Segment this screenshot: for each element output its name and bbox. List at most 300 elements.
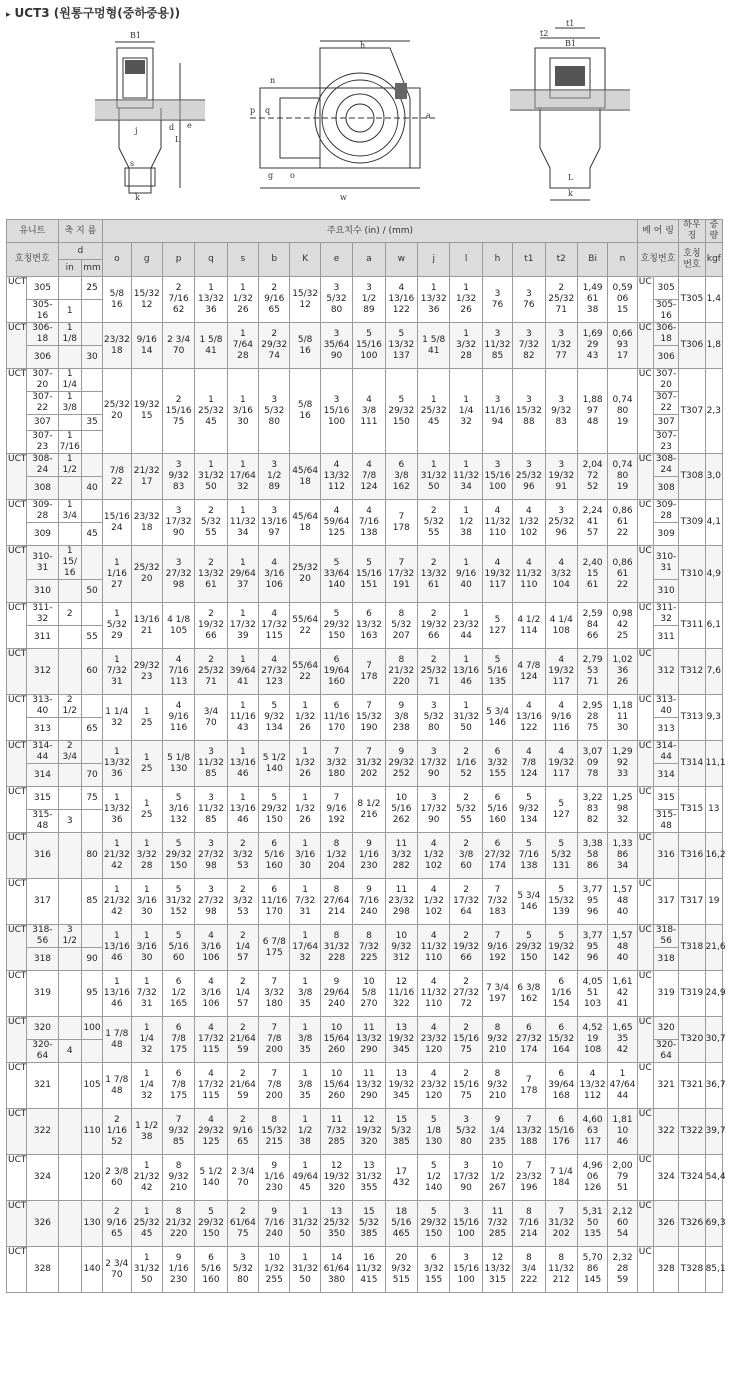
dim-g: 1 25 <box>131 741 162 787</box>
dim-l: 2 15/16 75 <box>450 1063 482 1109</box>
shaft-mm: 55 <box>81 626 102 649</box>
label-t2: t2 <box>540 29 549 38</box>
dim-e: 9 29/64 240 <box>320 971 352 1017</box>
shaft-mm <box>81 454 102 477</box>
dim-t1: 7 178 <box>513 1063 545 1109</box>
housing-code: T322 <box>679 1109 705 1155</box>
dim-s: 1 13/16 46 <box>227 741 258 787</box>
dim-t2: 8 11/32 212 <box>545 1247 577 1293</box>
dim-p: 4 7/16 113 <box>162 649 194 695</box>
shaft-in: 1 3/4 <box>58 500 81 523</box>
dim-k: 5/8 16 <box>290 369 320 454</box>
dim-bi: 4 13/32 112 <box>577 1063 607 1109</box>
shaft-mm: 45 <box>81 523 102 546</box>
dim-e: 3 5/32 80 <box>320 277 352 323</box>
dim-t2: 4 3/32 104 <box>545 546 577 603</box>
shaft-mm <box>81 603 102 626</box>
weight-kgf: 21,6 <box>705 925 722 971</box>
housing-code: T326 <box>679 1201 705 1247</box>
shaft-mm <box>81 810 102 833</box>
unit-prefix: UCT <box>7 1155 27 1201</box>
bearing-prefix: UC <box>637 649 653 695</box>
housing-code: T312 <box>679 649 705 695</box>
dim-bi: 1,69 29 43 <box>577 323 607 369</box>
dim-h: 10 1/2 267 <box>482 1155 512 1201</box>
dim-w: 6 3/8 162 <box>385 454 417 500</box>
dim-l: 2 19/32 66 <box>450 925 482 971</box>
bearing-code: 308-24 <box>653 454 678 477</box>
dim-b: 10 1/32 255 <box>259 1247 290 1293</box>
shaft-in <box>58 477 81 500</box>
bearing-code: 316 <box>653 833 678 879</box>
dim-o: 23/32 18 <box>103 323 131 369</box>
unit-prefix: UCT <box>7 323 27 369</box>
dim-p: 3 9/32 83 <box>162 454 194 500</box>
shaft-in: 3 1/2 <box>58 925 81 948</box>
shaft-in: 4 <box>58 1040 81 1063</box>
dim-k: 55/64 22 <box>290 603 320 649</box>
bearing-code: 315-48 <box>653 810 678 833</box>
dim-e: 12 19/32 320 <box>320 1155 352 1201</box>
dim-h: 11 7/32 285 <box>482 1201 512 1247</box>
dim-b: 6 5/16 160 <box>259 833 290 879</box>
dim-a: 15 5/32 385 <box>353 1201 385 1247</box>
dim-o: 1 1/4 32 <box>103 695 131 741</box>
housing-code: T305 <box>679 277 705 323</box>
dim-p: 5 29/32 150 <box>162 833 194 879</box>
dim-p: 8 9/32 210 <box>162 1155 194 1201</box>
table-row <box>7 277 723 300</box>
dim-k: 1 1/32 26 <box>290 741 320 787</box>
dim-s: 1 39/64 41 <box>227 649 258 695</box>
unit-code: 311 <box>27 626 58 649</box>
dim-n: 0,66 93 17 <box>608 323 637 369</box>
unit-code: 307-22 <box>27 392 58 415</box>
dim-n: 1,33 86 34 <box>608 833 637 879</box>
bearing-code: 317 <box>653 879 678 925</box>
bearing-prefix: UC <box>637 925 653 971</box>
dim-a: 4 3/8 111 <box>353 369 385 454</box>
dim-g: 21/32 17 <box>131 454 162 500</box>
dim-k: 15/32 12 <box>290 277 320 323</box>
unit-prefix: UCT <box>7 925 27 971</box>
unit-prefix: UCT <box>7 741 27 787</box>
dim-h: 4 19/32 117 <box>482 546 512 603</box>
unit-prefix: UCT <box>7 1247 27 1293</box>
dim-o: 1 13/32 36 <box>103 741 131 787</box>
dim-s: 1 3/16 30 <box>227 369 258 454</box>
housing-code: T320 <box>679 1017 705 1063</box>
dim-n: 1,57 48 40 <box>608 925 637 971</box>
dim-q: 3 27/32 98 <box>195 833 227 879</box>
dim-a: 7 15/32 190 <box>353 695 385 741</box>
dim-a: 5 15/16 100 <box>353 323 385 369</box>
dim-n: 1 47/64 44 <box>608 1063 637 1109</box>
bearing-code: 307-23 <box>653 431 678 454</box>
dim-l: 1 31/32 50 <box>450 695 482 741</box>
unit-code: 311-32 <box>27 603 58 626</box>
bearing-prefix: UC <box>637 879 653 925</box>
shaft-in <box>58 346 81 369</box>
bearing-code: 320 <box>653 1017 678 1040</box>
dim-b: 3 5/32 80 <box>259 369 290 454</box>
header-col-w: w <box>385 243 417 277</box>
housing-code: T319 <box>679 971 705 1017</box>
dim-w: 18 5/16 465 <box>385 1201 417 1247</box>
bearing-code: 309 <box>653 523 678 546</box>
dim-w: 5 13/32 137 <box>385 323 417 369</box>
dim-a: 13 31/32 355 <box>353 1155 385 1201</box>
dim-q: 2 13/32 61 <box>195 546 227 603</box>
shaft-in: 1 7/16 <box>59 431 80 452</box>
dim-o: 5/8 16 <box>103 277 131 323</box>
dim-t1: 5 9/32 134 <box>513 787 545 833</box>
dim-p: 5 1/8 130 <box>162 741 194 787</box>
table-row <box>7 787 723 810</box>
dim-q: 4 29/32 125 <box>195 1109 227 1155</box>
weight-kgf: 24,9 <box>705 971 722 1017</box>
unit-code: 307-23 <box>27 431 58 454</box>
weight-kgf: 85,1 <box>705 1247 722 1293</box>
dim-p: 3 17/32 90 <box>162 500 194 546</box>
dim-t1: 4 7/8 124 <box>513 649 545 695</box>
table-row <box>7 741 723 764</box>
dim-k: 1 7/32 31 <box>290 879 320 925</box>
header-in: in <box>58 260 81 277</box>
dim-h: 12 13/32 315 <box>482 1247 512 1293</box>
dim-g: 1 3/16 30 <box>131 879 162 925</box>
dim-o: 25/32 20 <box>103 369 131 454</box>
dim-e: 5 29/32 150 <box>320 603 352 649</box>
dim-a: 3 1/2 89 <box>353 277 385 323</box>
shaft-mm <box>81 369 102 392</box>
dim-t1: 5 29/32 150 <box>513 925 545 971</box>
dim-a: 9 1/16 230 <box>353 833 385 879</box>
weight-kgf: 1,8 <box>705 323 722 369</box>
dim-bi: 1,88 97 48 <box>577 369 607 454</box>
bearing-code: 312 <box>653 649 678 695</box>
dim-n: 2,32 28 59 <box>608 1247 637 1293</box>
dim-bi: 1,49 61 38 <box>577 277 607 323</box>
dim-j: 5 1/2 140 <box>418 1155 450 1201</box>
header-housing: 하우징 <box>679 220 705 243</box>
unit-prefix: UCT <box>7 649 27 695</box>
dim-e: 7 3/32 180 <box>320 741 352 787</box>
dim-t2: 3 1/32 77 <box>545 323 577 369</box>
dim-p: 2 15/16 75 <box>162 369 194 454</box>
dim-g: 1 1/2 38 <box>131 1109 162 1155</box>
shaft-in <box>58 764 81 787</box>
bearing-code: 311-32 <box>653 603 678 626</box>
label-l-section: L <box>568 173 574 182</box>
dim-bi: 3,22 83 82 <box>577 787 607 833</box>
shaft-mm <box>81 431 102 454</box>
dim-t2: 6 15/16 176 <box>545 1109 577 1155</box>
dim-s: 2 21/64 59 <box>227 1063 258 1109</box>
dim-b: 2 9/16 65 <box>259 277 290 323</box>
dim-e: 4 13/32 112 <box>320 454 352 500</box>
dim-e: 8 1/32 204 <box>320 833 352 879</box>
dim-q: 4 3/16 106 <box>195 971 227 1017</box>
table-row <box>7 603 723 626</box>
unit-code: 318 <box>27 948 58 971</box>
unit-code: 324 <box>27 1155 58 1201</box>
dim-j: 2 13/32 61 <box>418 546 450 603</box>
weight-kgf: 16,2 <box>705 833 722 879</box>
dim-q: 2 19/32 66 <box>195 603 227 649</box>
shaft-in <box>58 277 81 300</box>
dim-g: 1 1/4 32 <box>131 1063 162 1109</box>
weight-kgf: 19 <box>705 879 722 925</box>
dim-a: 4 7/16 138 <box>353 500 385 546</box>
dim-bi: 2,95 28 75 <box>577 695 607 741</box>
shaft-in: 2 3/4 <box>58 741 81 764</box>
shaft-in <box>58 580 81 603</box>
dim-k: 1 3/8 35 <box>290 1017 320 1063</box>
dim-h: 6 27/32 174 <box>482 833 512 879</box>
unit-code: 307 <box>27 415 58 431</box>
shaft-mm: 100 <box>81 1017 102 1040</box>
table-row <box>7 833 723 879</box>
dim-o: 1 13/16 46 <box>103 971 131 1017</box>
housing-code: T324 <box>679 1155 705 1201</box>
header-col-h: h <box>482 243 512 277</box>
dim-p: 5 3/16 132 <box>162 787 194 833</box>
dim-j: 2 5/32 55 <box>418 500 450 546</box>
dim-t2: 4 19/32 117 <box>545 741 577 787</box>
housing-code: T307 <box>679 369 705 454</box>
dim-w: 15 5/32 385 <box>385 1109 417 1155</box>
dim-a: 5 15/16 151 <box>353 546 385 603</box>
table-row <box>7 925 723 948</box>
dim-j: 1 5/8 41 <box>418 323 450 369</box>
dim-e: 14 61/64 380 <box>320 1247 352 1293</box>
dim-w: 7 17/32 191 <box>385 546 417 603</box>
weight-kgf: 9,3 <box>705 695 722 741</box>
dim-j: 5 1/8 130 <box>418 1109 450 1155</box>
table-row <box>7 971 723 1017</box>
dim-n: 2,12 60 54 <box>608 1201 637 1247</box>
bearing-code: 322 <box>653 1109 678 1155</box>
weight-kgf: 13 <box>705 787 722 833</box>
dim-k: 1 1/32 26 <box>290 695 320 741</box>
dim-b: 4 17/32 115 <box>259 603 290 649</box>
shaft-in <box>58 415 81 431</box>
unit-code: 315 <box>27 787 58 810</box>
dim-h: 5 5/16 135 <box>482 649 512 695</box>
label-n: n <box>270 76 276 85</box>
weight-kgf: 2,3 <box>705 369 722 454</box>
header-col-q: q <box>195 243 227 277</box>
table-row <box>7 454 723 477</box>
dim-b: 4 27/32 123 <box>259 649 290 695</box>
dim-w: 8 21/32 220 <box>385 649 417 695</box>
dim-l: 2 17/32 64 <box>450 879 482 925</box>
dim-w: 13 19/32 345 <box>385 1063 417 1109</box>
header-col-bi: Bi <box>577 243 607 277</box>
dim-w: 11 23/32 298 <box>385 879 417 925</box>
dim-o: 1 5/32 29 <box>103 603 131 649</box>
dim-h: 5 127 <box>482 603 512 649</box>
weight-kgf: 30,7 <box>705 1017 722 1063</box>
dim-o: 1 7/32 31 <box>103 649 131 695</box>
bearing-code: 313 <box>653 718 678 741</box>
bearing-code: 307 <box>653 415 678 431</box>
shaft-in <box>58 948 81 971</box>
label-s: s <box>130 159 135 168</box>
shaft-mm: 90 <box>81 948 102 971</box>
unit-code: 326 <box>27 1201 58 1247</box>
dim-s: 2 1/4 57 <box>227 925 258 971</box>
dim-q: 3 11/32 85 <box>195 741 227 787</box>
shaft-in: 1 1/2 <box>58 454 81 477</box>
shaft-in <box>58 1109 81 1155</box>
dim-k: 1 31/32 50 <box>290 1201 320 1247</box>
dim-t2: 4 9/16 116 <box>545 695 577 741</box>
label-b1-section: B1 <box>565 39 576 48</box>
dim-g: 1 25 <box>131 695 162 741</box>
shaft-in <box>58 718 81 741</box>
dim-k: 45/64 18 <box>290 500 320 546</box>
unit-code: 306 <box>27 346 58 369</box>
dim-a: 11 13/32 290 <box>353 1063 385 1109</box>
bearing-prefix: UC <box>637 695 653 741</box>
dim-q: 1 25/32 45 <box>195 369 227 454</box>
label-l: L <box>175 135 181 144</box>
shaft-mm: 140 <box>81 1247 102 1293</box>
shaft-in: 1 1/4 <box>58 369 81 392</box>
dim-b: 5 9/32 134 <box>259 695 290 741</box>
unit-code: 320 <box>27 1017 58 1040</box>
dim-p: 5 5/16 60 <box>162 925 194 971</box>
shaft-mm: 95 <box>81 971 102 1017</box>
dim-s: 3 5/32 80 <box>227 1247 258 1293</box>
dim-g: 1 31/32 50 <box>131 1247 162 1293</box>
bearing-code: 307-22 <box>653 392 678 415</box>
bearing-prefix: UC <box>637 369 653 454</box>
dim-k: 1 3/8 35 <box>290 971 320 1017</box>
bearing-code: 305 <box>653 277 678 300</box>
dim-t2: 3 25/32 96 <box>545 500 577 546</box>
dim-b: 7 7/8 200 <box>259 1063 290 1109</box>
label-p: p <box>250 106 256 115</box>
dim-b: 6 11/16 170 <box>259 879 290 925</box>
dim-s: 2 3/32 53 <box>227 833 258 879</box>
header-mm: mm <box>81 260 102 277</box>
dim-b: 3 1/2 89 <box>259 454 290 500</box>
header-col-a: a <box>353 243 385 277</box>
bearing-prefix: UC <box>637 833 653 879</box>
dim-n: 0,74 80 19 <box>608 369 637 454</box>
dim-e: 6 19/64 160 <box>320 649 352 695</box>
bearing-prefix: UC <box>637 323 653 369</box>
dim-t1: 4 11/32 110 <box>513 546 545 603</box>
bearing-prefix: UC <box>637 454 653 500</box>
label-e: e <box>187 121 192 130</box>
weight-kgf: 39,7 <box>705 1109 722 1155</box>
shaft-mm: 35 <box>81 415 102 431</box>
housing-code: T315 <box>679 787 705 833</box>
dim-k: 1 3/16 30 <box>290 833 320 879</box>
dim-t2: 4 1/4 108 <box>545 603 577 649</box>
unit-prefix: UCT <box>7 695 27 741</box>
dim-t1: 3 7/32 82 <box>513 323 545 369</box>
dim-h: 7 9/16 192 <box>482 925 512 971</box>
shaft-in <box>58 1201 81 1247</box>
technical-drawings <box>0 18 730 218</box>
dim-s: 1 7/64 28 <box>227 323 258 369</box>
bearing-code: 326 <box>653 1201 678 1247</box>
table-row <box>7 323 723 346</box>
dim-bi: 2,04 72 52 <box>577 454 607 500</box>
bearing-code: 311 <box>653 626 678 649</box>
shaft-mm: 120 <box>81 1155 102 1201</box>
dim-b: 2 29/32 74 <box>259 323 290 369</box>
dim-t1: 3 76 <box>513 277 545 323</box>
bearing-code: 310-31 <box>653 546 678 580</box>
unit-code: 310-31 <box>27 546 58 580</box>
dim-g: 29/32 23 <box>131 649 162 695</box>
dim-o: 15/16 24 <box>103 500 131 546</box>
dim-j: 4 11/32 110 <box>418 925 450 971</box>
dim-p: 4 1/8 105 <box>162 603 194 649</box>
dim-o: 1 7/8 48 <box>103 1017 131 1063</box>
shaft-mm: 85 <box>81 879 102 925</box>
header-d: d <box>58 243 103 260</box>
label-k: k <box>135 193 140 202</box>
dim-j: 1 25/32 45 <box>418 369 450 454</box>
table-row <box>7 500 723 523</box>
shaft-mm <box>81 695 102 718</box>
shaft-in: 1 <box>58 300 81 323</box>
dim-n: 1,29 92 33 <box>608 741 637 787</box>
unit-code: 306-18 <box>27 323 58 346</box>
dim-k: 55/64 22 <box>290 649 320 695</box>
dim-o: 1 7/8 48 <box>103 1063 131 1109</box>
dim-e: 8 27/64 214 <box>320 879 352 925</box>
housing-code: T310 <box>679 546 705 603</box>
dim-q: 1 13/32 36 <box>195 277 227 323</box>
dim-t1: 5 7/16 138 <box>513 833 545 879</box>
shaft-in <box>58 1247 81 1293</box>
weight-kgf: 1,4 <box>705 277 722 323</box>
unit-code: 319 <box>27 971 58 1017</box>
dim-b: 8 15/32 215 <box>259 1109 290 1155</box>
label-b1: B1 <box>130 31 141 40</box>
unit-code: 305-16 <box>27 300 58 323</box>
unit-prefix: UCT <box>7 833 27 879</box>
table-row <box>7 1017 723 1040</box>
shaft-in: 2 <box>58 603 81 626</box>
dim-s: 2 21/64 59 <box>227 1017 258 1063</box>
dim-bi: 4,96 06 126 <box>577 1155 607 1201</box>
dim-w: 9 3/8 238 <box>385 695 417 741</box>
dim-b: 3 13/16 97 <box>259 500 290 546</box>
dim-t1: 6 3/8 162 <box>513 971 545 1017</box>
dim-l: 1 23/32 44 <box>450 603 482 649</box>
header-col-p: p <box>162 243 194 277</box>
dim-e: 6 11/16 170 <box>320 695 352 741</box>
dim-o: 1 21/32 42 <box>103 879 131 925</box>
dim-j: 6 3/32 155 <box>418 1247 450 1293</box>
shaft-in: 1 3/8 <box>58 392 81 415</box>
unit-code: 312 <box>27 649 58 695</box>
dim-t2: 3 19/32 91 <box>545 454 577 500</box>
dim-w: 10 9/32 312 <box>385 925 417 971</box>
dim-bi: 3,07 09 78 <box>577 741 607 787</box>
unit-code: 307-20 <box>27 369 58 392</box>
dim-n: 1,81 10 46 <box>608 1109 637 1155</box>
